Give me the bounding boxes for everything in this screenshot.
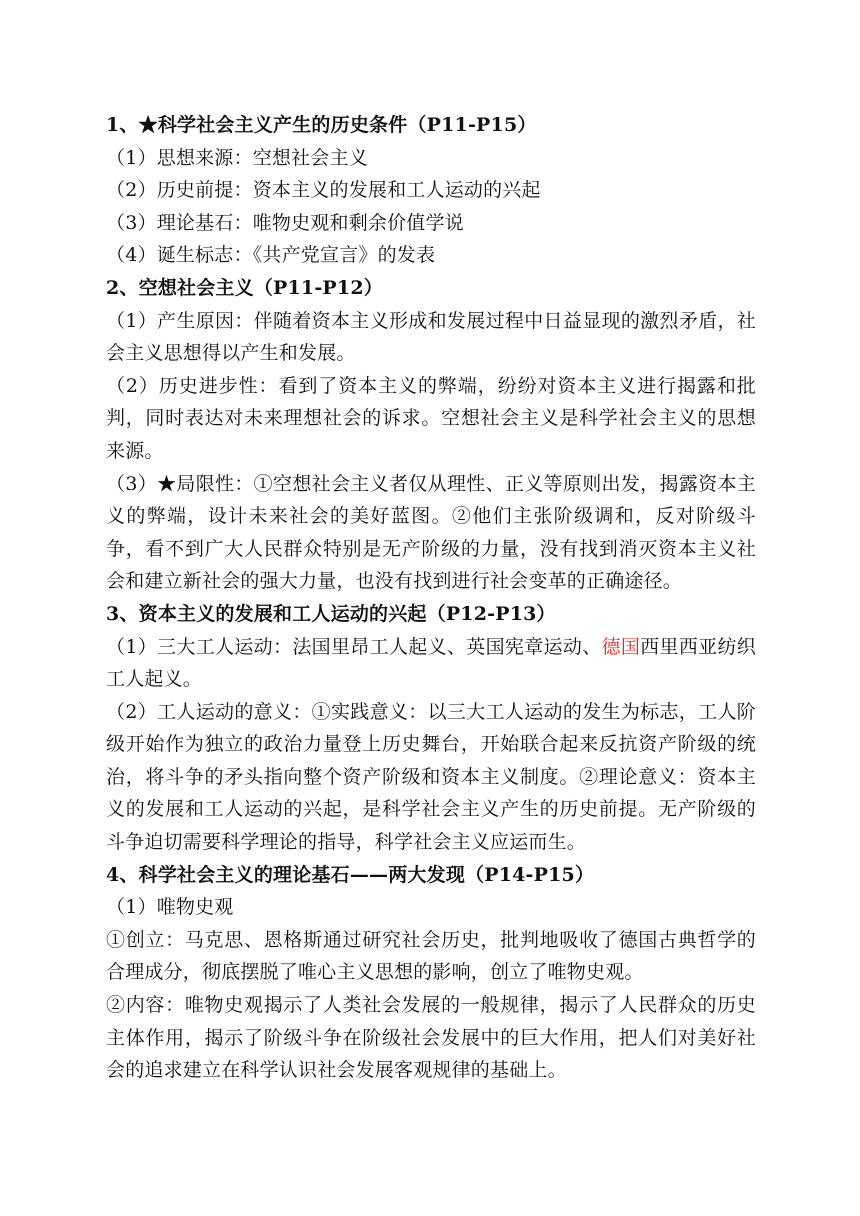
section-2-item-1: （1）产生原因：伴随着资本主义形成和发展过程中日益显现的激烈矛盾，社会主义思想得以产生和发展。 [106,309,756,365]
section-1-item-3: （3）理论基石：唯物史观和剩余价值学说 [106,211,464,234]
document-page [106,109,756,1087]
section-1-item-4: （4）诞生标志：《共产党宣言》的发表 [106,244,436,267]
highlighted-text: 德国 [601,635,641,658]
section-4-item-1: （1）唯物史观 [106,896,234,919]
section-1-item-2: （2）历史前提：资本主义的发展和工人运动的兴起 [106,179,541,202]
section-4-heading: 4、科学社会主义的理论基石——两大发现（P14-P15） [106,863,595,886]
section-3-heading: 3、资本主义的发展和工人运动的兴起（P12-P13） [106,602,556,625]
section-4-item-2: ①创立：马克思、恩格斯通过研究社会历史，批判地吸收了德国古典哲学的合理成分，彻底摆脱了唯心主义思想的影响，创立了唯物史观。 [106,928,756,984]
section-2-item-2: （2）历史进步性：看到了资本主义的弊端，纷纷对资本主义进行揭露和批判，同时表达对未来理想社会的诉求。空想社会主义是科学社会主义的思想来源。 [106,374,756,462]
section-1-item-1: （1）思想来源：空想社会主义 [106,146,368,169]
section-2-item-3: （3）★局限性：①空想社会主义者仅从理性、正义等原则出发，揭露资本主义的弊端，设计未来社会的美好蓝图。②他们主张阶级调和，反对阶级斗争，看不到广大人民群众特别是无产阶级的力量，没有找到消灭资本主义社会和建立新社会的强大力量，也没有找到进行社会变革的正确途径。 [106,472,756,593]
section-4-item-3: ②内容：唯物史观揭示了人类社会发展的一般规律，揭示了人民群众的历史主体作用，揭示了阶级斗争在阶级社会发展中的巨大作用，把人们对美好社会的追求建立在科学认识社会发展客观规律的基础上。 [106,994,756,1082]
section-3-item-1 [106,631,756,696]
section-3-item-1-after: 西里西亚纺织工人起义。 [106,635,756,691]
section-3-item-2: （2）工人运动的意义：①实践意义：以三大工人运动的发生为标志，工人阶级开始作为独立的政治力量登上历史舞台，开始联合起来反抗资产阶级的统治，将斗争的矛头指向整个资产阶级和资本主义制度。②理论意义：资本主义的发展和工人运动的兴起，是科学社会主义产生的历史前提。无产阶级的斗争迫切需要科学理论的指导，科学社会主义应运而生。 [106,700,756,854]
section-3-item-1-before: （1）三大工人运动：法国里昂工人起义、英国宪章运动、 [106,635,602,658]
section-1-heading: 1、★科学社会主义产生的历史条件（P11-P15） [106,114,537,136]
section-2-heading: 2、空想社会主义（P11-P12） [106,276,383,299]
